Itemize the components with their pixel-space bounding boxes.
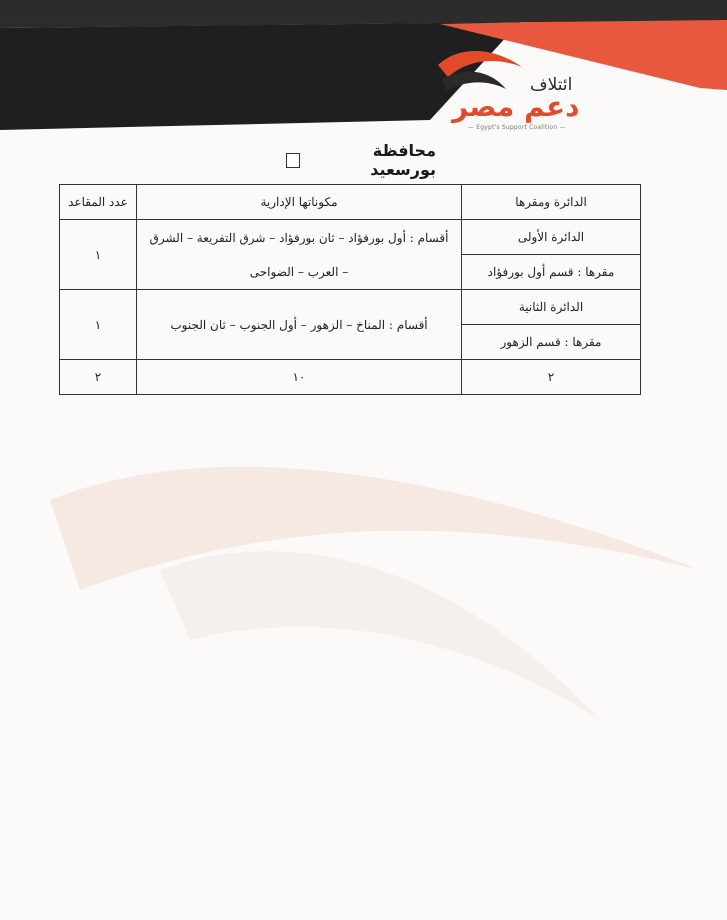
district-hq: مقرها : قسم الزهور [462,325,641,360]
header-banner [0,10,727,130]
logo-main-text: دعم مصر [452,90,580,123]
total-districts: ٢ [462,360,641,395]
page-title: محافظة بورسعيد [370,141,436,179]
total-components: ١٠ [137,360,462,395]
title-checkbox [286,153,300,168]
logo-subtitle: — Egypt's Support Coalition — [468,124,566,131]
district-components: أقسام : المناخ – الزهور – أول الجنوب – ثان الجنوب [137,290,462,360]
total-seats: ٢ [60,360,137,395]
district-hq: مقرها : قسم أول بورفؤاد [462,255,641,290]
districts-table [59,184,641,395]
district-seats: ١ [60,220,137,290]
header-district: الدائرة ومقرها [462,185,641,220]
district-seats: ١ [60,290,137,360]
district-components [137,220,462,290]
totals-row [60,360,641,395]
table-header-row [60,185,641,220]
title-row [286,141,436,179]
scan-edge [0,0,727,10]
logo-top-text: ائتلاف [530,75,573,95]
district-name: الدائرة الثانية [462,290,641,325]
district-name: الدائرة الأولى [462,220,641,255]
header-seats: عدد المقاعد [60,185,137,220]
components-line: أقسام : أول بورفؤاد – ثان بورفؤاد – شرق التفريعة – الشرق [149,230,449,245]
table-row [60,290,641,325]
watermark-logo [40,400,727,730]
header-components: مكوناتها الإدارية [137,185,462,220]
table-row [60,220,641,255]
components-line: – العرب – الضواحى [249,264,349,279]
